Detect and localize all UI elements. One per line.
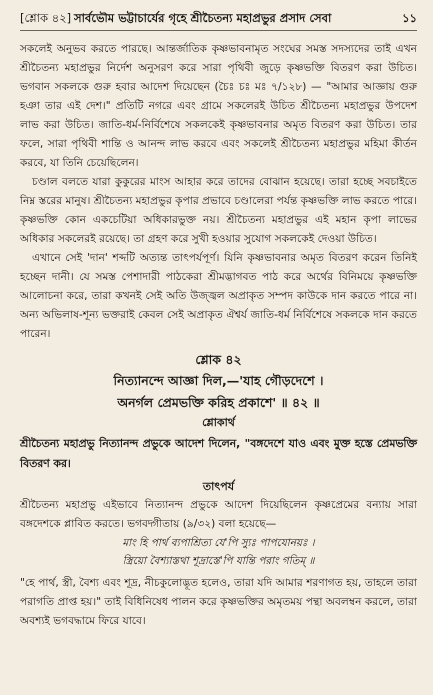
paragraph: চণ্ডাল বলতে যারা কুকুরের মাংস আহার করে তাদের বোঝান হয়েছে। তারা হচ্ছে সবচাইতে নিম্ন স্তরের মানুষ। শ্রীচৈতন্য মহাপ্রভুর কৃপার প্রভাবে চণ্ডালেরা পর্যন্ত কৃষ্ণভক্তি লাভ করতে পারে। কৃষ্ণভক্তি কোন একচেটিয়া অধিকারভুক্ত নয়। শ্রীচৈতন্য মহাপ্রভুর এই মহান কৃপা লাভের অধিকার সকলেরই রয়েছে। তা গ্রহণ করে সুখী হওয়ার সুযোগ সকলকেই দেওয়া উচিত। bbox=[20, 176, 417, 245]
purport-intro: শ্রীচৈতন্য মহাপ্রভু এইভাবে নিত্যানন্দ প্রভুকে আদেশ দিয়েছিলেন কৃষ্ণপ্রেমের বন্যায় সারা বঙ্গদেশকে প্লাবিত করতে। ভগবদ্গীতায় (৯/৩২) বলা হয়েছে— bbox=[20, 499, 417, 530]
paragraph: এখানে সেই 'দান' শব্দটি অত্যন্ত তাৎপর্যপূর্ণ। যিনি কৃষ্ণভাবনার অমৃত বিতরণ করেন তিনিই হচ্ছেন দানী। যে সমস্ত পেশাদারী পাঠকেরা শ্রীমদ্ভাগবত পাঠ করে অর্থের বিনিময়ে কৃষ্ণভক্তি আলোচনা করে, তারা কখনই সেই অতি উজ্জ্বল অপ্রাকৃত সম্পদ কাউকে দান করতে পারে না। অন্য অভিলাষ-শূন্য ভক্তরাই কেবল সেই অপ্রাকৃত ঐশ্বর্য জাতি-ধর্ম নির্বিশেষে সকলকে দান করতে পারেন। bbox=[20, 252, 417, 340]
paragraph: সকলেই অনুভব করতে পারছে। আন্তর্জাতিক কৃষ্ণভাবনামৃত সংঘের সমস্ত সদস্যদের তাই এখন শ্রীচৈতন্য মহাপ্রভুর নির্দেশ অনুসরণ করে সারা পৃথিবী জুড়ে কৃষ্ণভক্তি বিতরণ করা উচিত। ভগবান সকলকে গুরু হবার আদেশ দিয়েছেন (চৈঃ চঃ মঃ ৭/১২৮) — "আমার আজ্ঞায় গুরু হঞা তার এই দেশ।" প্রতিটি নগরে এবং গ্রামে সকলেরই উচিত শ্রীচৈতন্য মহাপ্রভুর উপদেশ লাভ করা উচিত। জাতি-ধর্ম-নির্বিশেষে সকলকেই কৃষ্ণভাবনার অমৃত বিতরণ করা উচিত। তার ফলে, সারা পৃথিবী শান্তি ও আনন্দ লাভ করবে এবং সকলেই শ্রীচৈতন্য মহাপ্রভুর মহিমা কীর্তন করবে, যা তিনি চেয়েছিলেন। bbox=[20, 43, 417, 169]
header-chapter-title: সার্বভৌম ভট্টাচার্যের গৃহে শ্রীচৈতন্য মহাপ্রভুর প্রসাদ সেবা bbox=[74, 11, 332, 25]
header-divider bbox=[20, 30, 417, 31]
purport-heading: তাৎপর্য bbox=[202, 480, 235, 493]
verse-line: অনর্গল প্রেমভক্তি করিহ প্রকাশে' ॥ ৪২ ॥ bbox=[117, 395, 320, 410]
verse-title: শ্লোক ৪২ bbox=[195, 352, 242, 367]
verse-line: নিত্যানন্দে আজ্ঞা দিল,—'যাহ গৌড়দেশে । bbox=[113, 373, 324, 388]
header-verse-ref: [শ্লোক ৪২] bbox=[20, 11, 72, 25]
page-number: ১১ bbox=[402, 11, 417, 25]
running-header bbox=[20, 10, 417, 28]
translation-heading: শ্লোকার্থ bbox=[202, 416, 235, 429]
translation-text: শ্রীচৈতন্য মহাপ্রভু নিত্যানন্দ প্রভুকে আদেশ দিলেন, "বঙ্গদেশে যাও এবং মুক্ত হস্তে প্রেমভক্তি বিতরণ কর। bbox=[20, 437, 417, 470]
purport-closing: "হে পার্থ, স্ত্রী, বৈশ্য এবং শূদ্র, নীচকুলোদ্ভূত হলেও, তারা যদি আমার শরণাগত হয়, তাহলে তারা পরাগতি প্রাপ্ত হয়।" তাই বিধিনিষেধ পালন করে কৃষ্ণভক্তির অমৃতময় পন্থা অবলম্বন করলে, তারা অবশ্যই ভগবদ্ধামে ফিরে যাবে। bbox=[20, 577, 417, 627]
sanskrit-verse-line: মাং হি পার্থ ব্যপাশ্রিত্য যে'পি স্যুঃ পাপযোনয়ঃ । bbox=[122, 537, 315, 549]
sanskrit-verse-line: স্ত্রিয়ো বৈশ্যাস্তথা শূদ্রাস্তে'পি যান্তি পরাং গতিম্ ॥ bbox=[122, 555, 315, 567]
page-body bbox=[20, 40, 417, 631]
